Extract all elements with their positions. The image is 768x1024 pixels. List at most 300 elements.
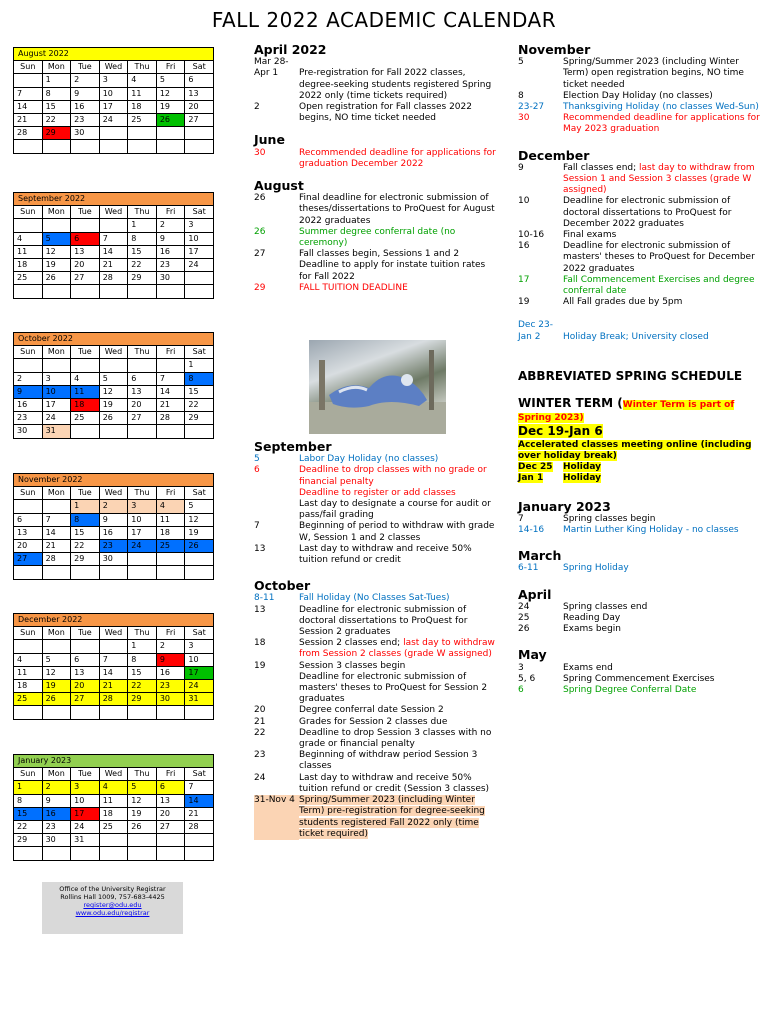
calendar-day-cell: 7 [185,781,214,794]
calendar-day-cell [71,219,100,232]
calendar-day-cell: Tue [71,206,100,219]
calendar-day-cell: 14 [185,794,214,807]
event-date: 8 [518,90,524,101]
event-row [254,57,499,68]
calendar-day-cell: Wed [99,346,128,359]
calendar-day-cell: 6 [71,653,100,666]
calendar-day-cell [42,219,71,232]
calendar-day-cell: 3 [42,372,71,385]
calendar-day-cell: 2 [99,500,128,513]
event-row [518,602,763,613]
event-text: Spring Holiday [563,563,629,574]
event-date: 8-11 [254,593,275,604]
calendar-day-cell: Sun [14,206,43,219]
event-row [518,473,763,484]
calendar-day-cell [185,847,214,860]
event-row [254,454,499,465]
event-date: 5 [254,454,260,465]
event-row [254,661,499,672]
event-text: Reading Day [563,612,621,623]
calendar-day-cell: 19 [42,679,71,692]
event-date: 18 [254,638,266,649]
calendar-day-cell: 6 [185,74,214,87]
winter-spring-events-column [518,44,763,696]
calendar-day-cell [128,127,157,140]
calendar-day-cell: 3 [185,640,214,653]
event-row [254,521,499,543]
event-row [518,102,763,113]
section-heading: May [518,647,547,663]
calendar-day-cell [71,140,100,153]
calendar-day-cell: 18 [128,100,157,113]
calendar-day-cell: 15 [71,526,100,539]
calendar-day-cell [14,140,43,153]
event-date: 26 [254,226,266,237]
event-date: 21 [254,716,266,727]
event-row [518,297,763,308]
event-row [254,68,499,102]
event-date: 30 [254,147,266,158]
calendar-day-cell: Sat [185,346,214,359]
event-date: 6-11 [518,563,539,574]
event-row [518,163,763,197]
event-text: Deadline to register or add classes [299,487,456,498]
calendar-day-cell: 3 [128,500,157,513]
event-row [518,514,763,525]
fall-events-column [254,44,499,294]
calendar-day-cell [42,847,71,860]
calendar-day-cell: 19 [156,100,185,113]
event-date: 13 [254,604,266,615]
calendar-day-cell: 16 [156,245,185,258]
calendar-day-cell: 17 [99,100,128,113]
calendar-day-cell: Sat [185,487,214,500]
calendar-day-cell: Thu [128,487,157,500]
calendar-day-cell: 24 [185,258,214,271]
calendar-october-2022 [13,332,214,439]
calendar-day-cell: 27 [71,272,100,285]
event-text: Last day to withdraw and receive 50% tuition refund or credit [299,543,472,566]
event-text: Holiday Break; University closed [563,331,709,342]
event-date: 2 [254,102,260,113]
event-date: 6 [254,465,260,476]
calendar-september-2022 [13,192,214,299]
calendar-day-cell: 10 [42,385,71,398]
event-row [254,705,499,716]
calendar-day-cell: 25 [14,693,43,706]
calendar-day-cell: 4 [14,653,43,666]
event-date: 10-16 [518,230,545,241]
calendar-day-cell [185,834,214,847]
event-date [254,499,299,521]
event-text: Deadline to apply for instate tuition rates for Fall 2022 [299,260,486,282]
calendar-day-cell: 25 [156,539,185,552]
calendar-day-cell: 14 [99,245,128,258]
calendar-day-cell [128,706,157,719]
event-date: 24 [518,601,530,612]
calendar-day-cell: 20 [128,398,157,411]
event-text: Deadline to drop classes with no grade or financial penalty [299,465,487,487]
event-text: Fall Commencement Exercises and degree conferral date [563,274,755,297]
calendar-day-cell: 24 [128,539,157,552]
calendar-day-cell: 21 [156,398,185,411]
section-heading: April [518,586,552,602]
calendar-day-cell: 13 [71,245,100,258]
event-text: Session 2 classes end; last day to withdraw from Session 2 classes (grade W assigned) [299,638,495,660]
weekday: Sat [185,61,214,74]
event-date: 19 [518,297,530,308]
event-text: Fall classes end; last day to withdraw from Session 1 and Session 3 classes (grade W assigned) [563,162,755,196]
event-date: Apr 1 [254,68,279,79]
calendar-day-cell: 21 [14,113,43,126]
event-date: 31-Nov 4 [254,795,299,840]
calendar-day-cell [185,553,214,566]
calendar-day-cell [99,706,128,719]
calendar-day-cell: 11 [156,513,185,526]
calendar-day-cell [185,706,214,719]
event-date: 30 [518,113,530,124]
event-date: 23-27 [518,102,545,113]
calendar-day-cell: 28 [99,693,128,706]
calendar-day-cell [14,500,43,513]
calendar-day-cell: 22 [14,820,43,833]
calendar-title: October 2022 [14,333,214,346]
event-text: Spring Degree Conferral Date [563,684,697,695]
section-heading: December [518,147,590,163]
calendar-day-cell: Thu [128,768,157,781]
calendar-day-cell: 7 [14,87,43,100]
calendar-day-cell: 9 [14,385,43,398]
event-text: Holiday [563,462,601,473]
calendar-day-cell [128,359,157,372]
calendar-day-cell [156,359,185,372]
calendar-day-cell: 11 [71,385,100,398]
calendar-day-cell: 27 [185,113,214,126]
calendar-day-cell: 2 [156,640,185,653]
winter-term-dates: Dec 19-Jan 6 [518,424,603,439]
event-row [254,750,499,772]
event-date [254,672,299,706]
calendar-day-cell: 5 [42,653,71,666]
calendar-day-cell: 29 [71,553,100,566]
event-text: Beginning of withdraw period Session 3 classes [299,750,478,772]
calendar-day-cell: 17 [185,245,214,258]
event-text: Final exams [563,230,617,241]
event-date: 26 [254,193,266,204]
calendar-day-cell [42,140,71,153]
event-row [254,605,499,639]
event-row [518,113,763,135]
calendar-day-cell: 23 [42,820,71,833]
event-row [518,674,763,685]
calendar-day-cell: 8 [42,87,71,100]
calendar-day-cell: 6 [156,781,185,794]
calendar-day-cell: 20 [71,679,100,692]
event-text: Last day to designate a course for audit or pass/fail grading [299,499,491,521]
section-heading: April 2022 [254,42,327,57]
calendar-day-cell: 28 [42,553,71,566]
calendar-day-cell: Sat [185,768,214,781]
calendar-day-cell [14,566,43,579]
calendar-day-cell: 18 [14,679,43,692]
event-row [518,57,763,91]
calendar-day-cell: 26 [185,539,214,552]
calendar-day-cell: 24 [71,820,100,833]
calendar-day-cell: 12 [128,794,157,807]
calendar-day-cell: 26 [42,693,71,706]
calendar-day-cell: 13 [128,385,157,398]
calendar-day-cell: 5 [99,372,128,385]
event-row [254,728,499,750]
registrar-contact [42,882,183,934]
calendar-day-cell: 4 [71,372,100,385]
registrar-email-link[interactable]: register@odu.edu [83,901,142,909]
calendar-november-2022 [13,473,214,580]
calendar-day-cell: Wed [99,206,128,219]
calendar-day-cell: Mon [42,627,71,640]
calendar-day-cell: Tue [71,627,100,640]
event-row [518,685,763,696]
event-text: Labor Day Holiday (no classes) [299,454,439,465]
calendar-day-cell: 24 [42,412,71,425]
calendar-day-cell [128,834,157,847]
calendar-day-cell: 18 [156,526,185,539]
calendar-day-cell: Tue [71,487,100,500]
calendar-day-cell: 19 [42,258,71,271]
event-row [254,283,499,294]
event-text: Fall classes begin, Sessions 1 and 2 [299,249,460,260]
calendar-day-cell: 25 [128,113,157,126]
calendar-day-cell [99,219,128,232]
calendar-day-cell: Fri [156,346,185,359]
calendar-day-cell: 1 [185,359,214,372]
calendar-day-cell: 18 [14,258,43,271]
section-heading: November [518,42,591,57]
event-row [518,462,763,473]
calendar-day-cell [42,500,71,513]
calendar-day-cell: 12 [156,87,185,100]
calendar-day-cell [128,553,157,566]
calendar-day-cell: Fri [156,627,185,640]
event-text: Exams end [563,662,613,673]
calendar-day-cell: 14 [14,100,43,113]
event-row [518,613,763,624]
calendar-day-cell [14,847,43,860]
event-row [254,717,499,728]
calendar-day-cell: 7 [156,372,185,385]
calendar-day-cell [156,285,185,298]
calendar-day-cell: 30 [14,425,43,438]
calendar-day-cell: 17 [128,526,157,539]
registrar-website-link[interactable]: www.odu.edu/registrar [75,909,150,917]
calendar-day-cell: 27 [128,412,157,425]
calendar-day-cell: Mon [42,206,71,219]
event-date: 24 [254,772,266,783]
event-row [518,624,763,635]
calendar-title: August 2022 [14,48,214,61]
calendar-day-cell: 22 [185,398,214,411]
calendar-day-cell [99,566,128,579]
calendar-day-cell [185,140,214,153]
event-row [254,102,499,124]
event-text: Grades for Session 2 classes due [299,716,448,727]
calendar-day-cell: 30 [156,272,185,285]
calendar-day-cell: 29 [185,412,214,425]
calendar-day-cell [156,140,185,153]
weekday: Sun [14,61,43,74]
calendar-day-cell [14,359,43,372]
event-row [254,249,499,260]
calendar-day-cell: Mon [42,346,71,359]
calendar-day-cell: 13 [185,87,214,100]
calendar-day-cell: 15 [14,807,43,820]
event-row [518,320,763,331]
event-text: Holiday [563,473,601,484]
calendar-day-cell: 31 [42,425,71,438]
calendar-day-cell: 8 [71,513,100,526]
calendar-day-cell: 15 [128,245,157,258]
event-date [254,260,299,282]
weekday: Mon [42,61,71,74]
calendar-day-cell [99,359,128,372]
event-row [518,563,763,574]
calendar-day-cell: 8 [128,653,157,666]
event-date [254,488,299,499]
calendar-day-cell: 19 [99,398,128,411]
event-row [518,196,763,230]
calendar-day-cell: 12 [99,385,128,398]
calendar-day-cell: 16 [99,526,128,539]
event-date: 13 [254,543,266,554]
event-text: Recommended deadline for applications for graduation December 2022 [299,147,496,169]
calendar-day-cell: 7 [99,232,128,245]
calendar-day-cell: 31 [185,693,214,706]
calendar-day-cell: 19 [128,807,157,820]
page-title: FALL 2022 ACADEMIC CALENDAR [211,8,557,32]
calendar-day-cell [156,847,185,860]
event-date: 14-16 [518,524,545,535]
calendar-day-cell: 20 [156,807,185,820]
calendar-day-cell: 9 [156,232,185,245]
event-text: Martin Luther King Holiday - no classes [563,524,739,535]
event-text: Spring Commencement Exercises [563,673,715,684]
calendar-day-cell [156,553,185,566]
calendar-day-cell: Wed [99,627,128,640]
calendar-day-cell [14,285,43,298]
calendar-day-cell: 6 [128,372,157,385]
event-date: 29 [254,282,266,293]
event-text [563,320,763,331]
calendar-day-cell [71,359,100,372]
calendar-day-cell [128,425,157,438]
event-row [254,795,499,840]
calendar-day-cell: Wed [99,487,128,500]
calendar-day-cell: 11 [14,245,43,258]
calendar-day-cell: Sat [185,627,214,640]
event-text: Deadline for electronic submission of doctoral dissertations to ProQuest for Session 2 graduates [299,604,468,638]
calendar-january-2023 [13,754,214,861]
calendar-day-cell: 13 [71,666,100,679]
calendar-day-cell [71,847,100,860]
calendar-day-cell: 11 [128,87,157,100]
calendar-day-cell: 21 [99,679,128,692]
event-row [254,593,499,604]
calendar-day-cell: 1 [128,640,157,653]
calendar-day-cell: 13 [14,526,43,539]
calendar-day-cell: Fri [156,206,185,219]
calendar-day-cell [14,74,43,87]
event-row [518,275,763,297]
calendar-day-cell: 29 [14,834,43,847]
section-heading: September [254,439,332,454]
section-heading: March [518,548,562,564]
calendar-day-cell [42,285,71,298]
event-text: Thanksgiving Holiday (no classes Wed-Sun) [563,102,759,113]
calendar-day-cell: 19 [185,526,214,539]
event-text: Final deadline for electronic submission of theses/dissertations to ProQuest for August 2022 graduates [299,193,495,226]
calendar-day-cell: 4 [99,781,128,794]
calendar-day-cell: 17 [42,398,71,411]
calendar-august-2022 [13,47,214,154]
event-row [254,638,499,660]
calendar-day-cell: 15 [185,385,214,398]
calendar-december-2022 [13,613,214,720]
calendar-day-cell [156,834,185,847]
calendar-day-cell [71,566,100,579]
calendar-day-cell: 22 [128,258,157,271]
calendar-day-cell: 16 [42,807,71,820]
event-row [254,499,499,521]
event-row [254,465,499,487]
calendar-day-cell: 5 [156,74,185,87]
calendar-day-cell [156,566,185,579]
calendar-day-cell: 20 [71,258,100,271]
calendar-day-cell: 8 [14,794,43,807]
calendar-day-cell: 23 [71,113,100,126]
calendar-day-cell: 2 [14,372,43,385]
calendar-day-cell: 20 [14,539,43,552]
event-date: Dec 25 [518,462,553,473]
event-date: 27 [254,249,266,260]
calendar-day-cell: 8 [185,372,214,385]
event-date: 19 [254,660,266,671]
calendar-day-cell: 3 [185,219,214,232]
event-row [518,91,763,102]
calendar-title: January 2023 [14,755,214,768]
calendar-day-cell: 4 [14,232,43,245]
event-date: 25 [518,612,530,623]
calendar-day-cell [42,359,71,372]
event-text: Beginning of period to withdraw with grade W, Session 1 and 2 classes [299,521,495,543]
event-date: 17 [518,274,530,285]
calendar-day-cell: 2 [71,74,100,87]
event-date: Dec 23- [518,320,553,331]
calendar-day-cell: 6 [71,232,100,245]
calendar-day-cell: 29 [128,693,157,706]
calendar-day-cell [128,566,157,579]
calendar-day-cell: Tue [71,346,100,359]
calendar-day-cell: 11 [99,794,128,807]
calendar-day-cell [99,127,128,140]
calendar-day-cell: 2 [156,219,185,232]
calendar-day-cell: 10 [99,87,128,100]
calendar-day-cell: 21 [42,539,71,552]
calendar-day-cell [14,640,43,653]
calendar-day-cell: 17 [185,666,214,679]
event-date: 22 [254,727,266,738]
event-text: Deadline for electronic submission of doctoral dissertations to ProQuest for December 2022 graduates [563,196,732,229]
calendar-day-cell: 26 [42,272,71,285]
